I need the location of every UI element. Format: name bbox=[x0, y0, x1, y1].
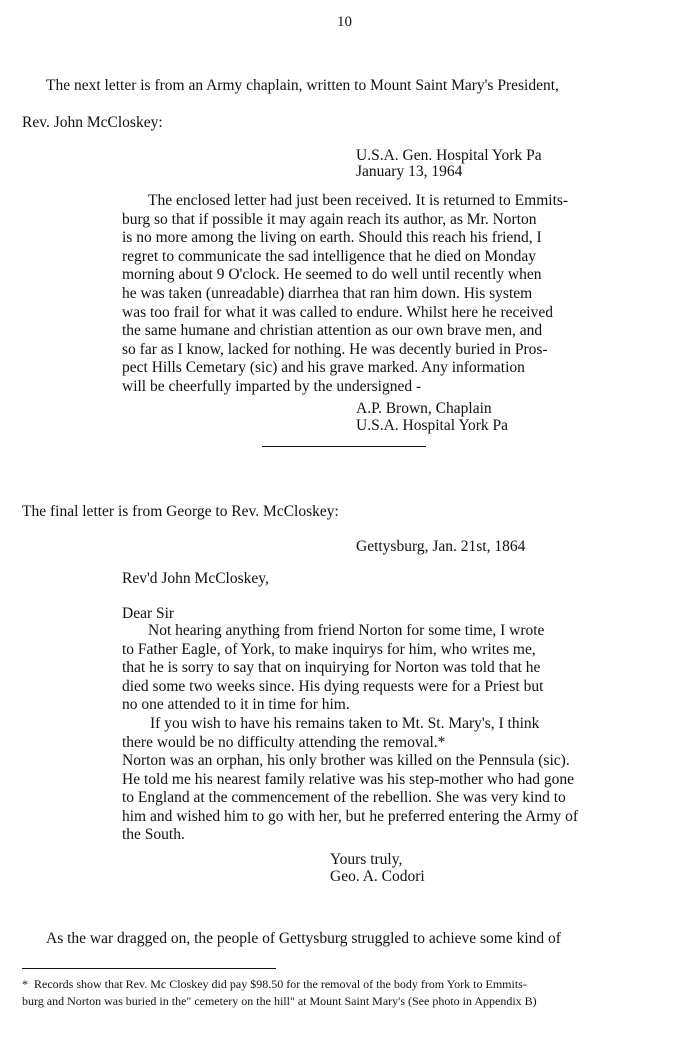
letter2-para1-line: no one attended to it in time for him. bbox=[122, 696, 350, 714]
letter2-para1-line: that he is sorry to say that on inquirying for Norton was told that he bbox=[122, 659, 541, 677]
letter1-body-line: The enclosed letter had just been received. It is returned to Emmits- bbox=[148, 192, 569, 209]
letter2-closing: Yours truly, bbox=[330, 851, 403, 868]
letter1-body-line: will be cheerfully imparted by the undersigned - bbox=[122, 377, 422, 395]
letter2-salutation: Rev'd John McCloskey, bbox=[122, 570, 269, 587]
letter1-body bbox=[122, 192, 568, 397]
letter2-para1-line: to Father Eagle, of York, to make inquirys for him, who writes me, bbox=[122, 640, 536, 658]
letter1-body-line: was too frail for what it was called to endure. Whilst here he received bbox=[122, 303, 553, 321]
letter2-para1-line: died some two weeks since. His dying requests were for a Priest but bbox=[122, 677, 544, 695]
letter2-para3-line: He told me his nearest family relative was his step-mother who had gone bbox=[122, 770, 574, 788]
letter2-paragraph-1 bbox=[122, 622, 544, 715]
letter2-paragraph-2 bbox=[122, 715, 539, 752]
letter2-para3-line: him and wished him to go with her, but he preferred entering the Army of bbox=[122, 807, 579, 825]
page-number: 10 bbox=[337, 14, 352, 30]
letter2-para3-line: to England at the commencement of the rebellion. She was very kind to bbox=[122, 789, 566, 807]
letter1-body-line: morning about 9 O'clock. He seemed to do well until recently when bbox=[122, 266, 542, 284]
letter2-signature: Geo. A. Codori bbox=[330, 868, 425, 885]
letter1-body-line: is no more among the living on earth. Should this reach his friend, I bbox=[122, 229, 542, 247]
letter1-body-line: pect Hills Cemetary (sic) and his grave marked. Any information bbox=[122, 359, 525, 377]
letter2-para2-line: If you wish to have his remains taken to Mt. St. Mary's, I think bbox=[150, 715, 540, 732]
footnote-line-2: burg and Norton was buried in the" cemetery on the hill" at Mount Saint Mary's (See photo in Appendix B) bbox=[22, 994, 537, 1008]
footnote-divider bbox=[22, 968, 276, 969]
letter2-para2-line: there would be no difficulty attending the removal.* bbox=[122, 733, 446, 751]
letter1-signature-line2: U.S.A. Hospital York Pa bbox=[356, 417, 509, 434]
section-divider bbox=[262, 446, 426, 447]
letter1-body-line: he was taken (unreadable) diarrhea that ran him down. His system bbox=[122, 284, 533, 302]
letter1-body-line: so far as I know, lacked for nothing. He was decently buried in Pros- bbox=[122, 340, 548, 358]
letter1-body-line: regret to communicate the sad intelligence that he died on Monday bbox=[122, 247, 537, 265]
letter1-signature-line1: A.P. Brown, Chaplain bbox=[356, 400, 492, 417]
letter2-para3-line: Norton was an orphan, his only brother was killed on the Pennsula (sic). bbox=[122, 752, 570, 769]
letter1-body-line: burg so that if possible it may again reach its author, as Mr. Norton bbox=[122, 210, 537, 228]
letter1-address-line1: U.S.A. Gen. Hospital York Pa bbox=[356, 147, 542, 164]
letter2-para1-line: Not hearing anything from friend Norton for some time, I wrote bbox=[148, 622, 545, 639]
intro-final-text: The final letter is from George to Rev. McCloskey: bbox=[22, 503, 339, 520]
letter1-address-line2: January 13, 1964 bbox=[356, 163, 463, 180]
footnote-marker: * bbox=[22, 977, 28, 991]
letter1-body-line: the same humane and christian attention as our own brave men, and bbox=[122, 322, 543, 340]
letter2-para3-line: the South. bbox=[122, 826, 185, 844]
intro-chaplain-text: The next letter is from an Army chaplain, written to Mount Saint Mary's President, bbox=[46, 77, 559, 94]
letter2-dear-sir: Dear Sir bbox=[122, 605, 175, 622]
footnote-text-1: Records show that Rev. Mc Closkey did pay $98.50 for the removal of the body from York to Emmits- bbox=[34, 977, 527, 991]
letter2-dateline: Gettysburg, Jan. 21st, 1864 bbox=[356, 538, 526, 555]
footnote-line-1 bbox=[22, 976, 527, 992]
closing-paragraph: As the war dragged on, the people of Gettysburg struggled to achieve some kind of bbox=[46, 930, 561, 947]
letter2-paragraph-3 bbox=[122, 752, 578, 845]
intro-recipient-text: Rev. John McCloskey: bbox=[22, 114, 163, 131]
